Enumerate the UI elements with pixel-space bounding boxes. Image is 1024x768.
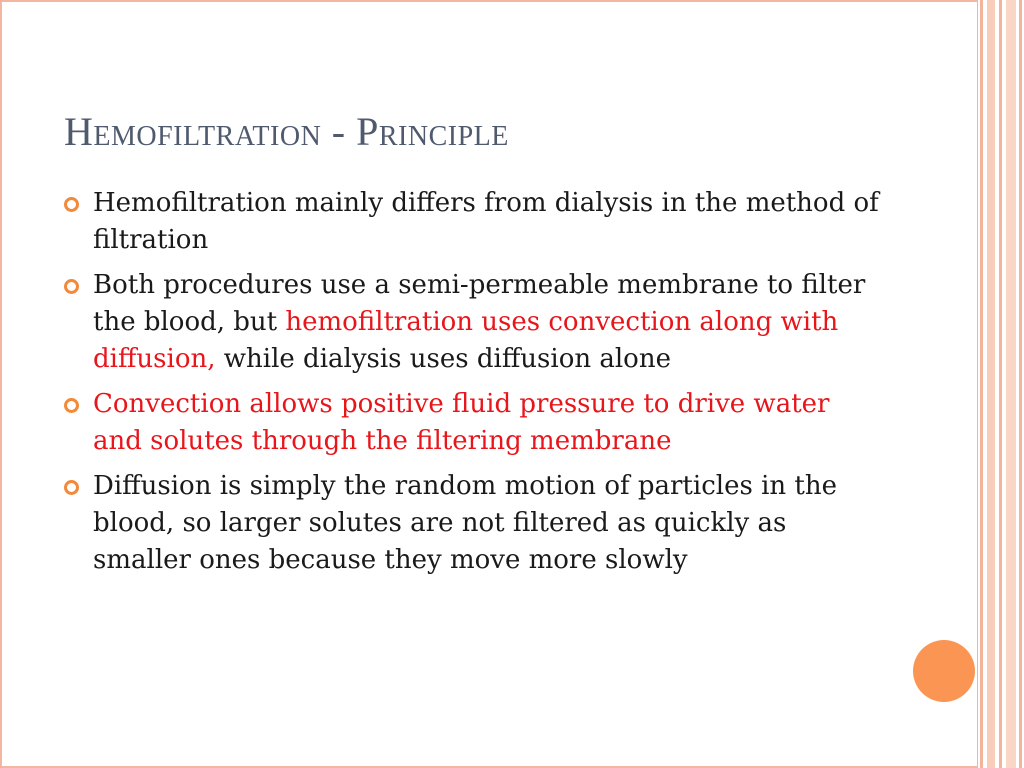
bullet-highlight-text: hemofiltration uses convection along with diffusion, [93,307,839,374]
decorative-stripes [978,0,1024,768]
bullet-item [64,386,884,460]
bullet-text: Hemofiltration mainly differs from dialysis in the method of filtration [93,188,879,255]
bullet-marker-icon [64,398,79,413]
bullet-item [64,185,884,259]
stripe [980,0,983,768]
bullet-list [64,185,884,587]
stripe [1019,0,1022,768]
bullet-marker-icon [64,197,79,212]
bullet-highlight-text: Convection allows positive fluid pressure to drive water and solutes through the filtering membrane [93,389,830,456]
bullet-text: Both procedures use a semi-permeable membrane to filter the blood, but [93,270,866,337]
bullet-text: Diffusion is simply the random motion of particles in the blood, so larger solutes are not filtered as quickly as smaller ones because they move more slowly [93,471,837,575]
bullet-marker-icon [64,480,79,495]
stripe [1006,0,1016,768]
stripe [987,0,995,768]
slide-title: Hemofiltration - Principle [64,109,509,154]
bullet-text: while dialysis uses diffusion alone [215,344,671,374]
accent-circle [913,640,975,702]
bullet-marker-icon [64,279,79,294]
stripe [999,0,1002,768]
bullet-item [64,267,884,378]
bullet-item [64,468,884,579]
